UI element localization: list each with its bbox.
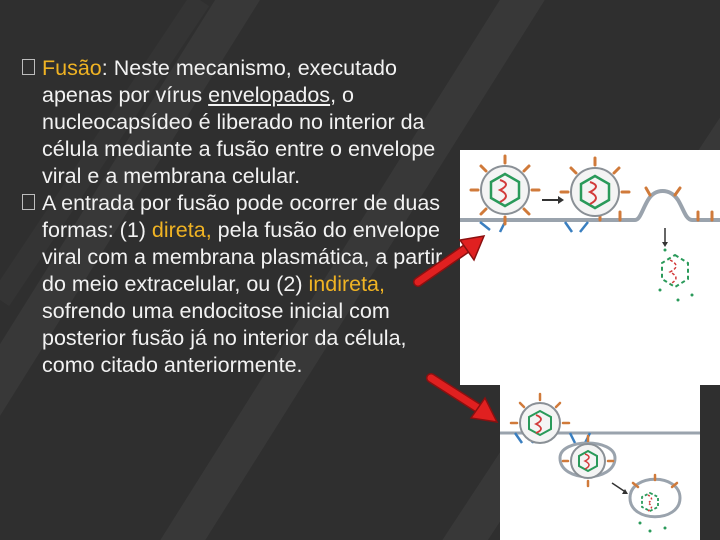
bullet-1-part-4: , o nucleocapsídeo é liberado no interior da célula mediante a fusão entre o envelope viral e a membrana celular. [42,83,436,188]
bullet-2-part-2: direta, [151,218,212,242]
virus-particle [471,156,539,224]
bullet-1-part-3: envelopados [208,83,331,107]
bullet-list [22,55,462,379]
indirect-fusion-diagram [500,383,700,540]
direct-fusion-diagram [460,150,720,385]
bullet-2-part-5: sofrendo uma endocitose inicial com posterior fusão já no interior da célula, como citado anteriormente. [42,299,407,377]
square-bullet-icon [22,194,35,210]
red-arrow-icon [412,232,492,292]
bullet-1-part-1: Fusão [42,56,102,80]
bullet-2-part-1: A entrada por fusão pode ocorrer de duas formas: (1) [42,191,441,242]
bullet-item-entry [22,190,462,379]
bullet-item-fusion [22,55,462,190]
bullet-2-part-3: pela fusão do envelope viral com a membrana plasmática, a partir do meio extracelular, ou (2) [42,218,443,296]
red-arrow-icon [425,368,505,428]
bullet-2-part-4: indireta, [308,272,385,296]
bullet-1-part-2: : Neste mecanismo, executado apenas por vírus [42,56,397,107]
square-bullet-icon [22,59,35,75]
